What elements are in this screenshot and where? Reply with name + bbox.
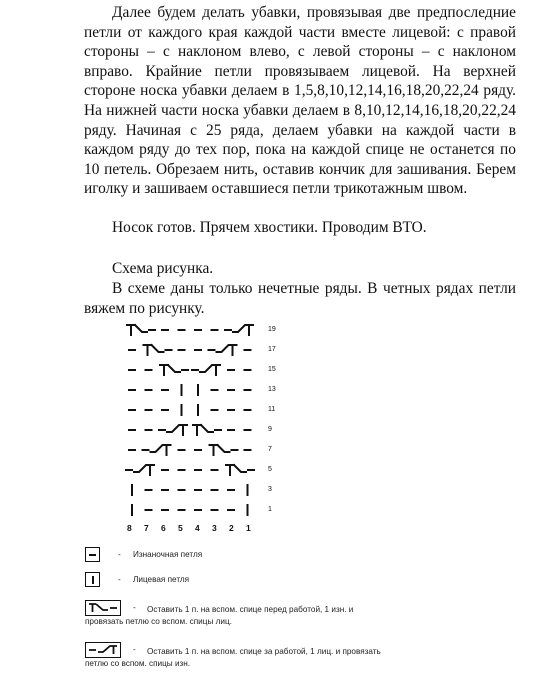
purl-symbol-icon — [85, 547, 100, 562]
legend-purl-sep: - — [118, 550, 121, 559]
cross-left-stitch — [159, 425, 187, 435]
legend-knit-text: Лицевая петля — [133, 575, 190, 584]
chart-column-label: 6 — [161, 523, 166, 533]
cross-left-stitch — [126, 465, 154, 475]
cross-right-stitch — [210, 445, 238, 455]
chart-column-label: 2 — [229, 523, 234, 533]
instructions-text: Далее будем делать убавки, провязывая две предпоследние петли от каждого края каждой части вместе лицевой: с правой стороны – с наклоном влево, с левой стороны – с наклоном вправо. Крайние петли провязываем лицевой. На верхней стороне носка убавки делаем в 1,5,8,10,12,14,16,18,20,22,24 ряду. На нижней части носка убавки делаем в 8,10,12,14,16,18,20,22,24 ряду. Начиная с 25 ряда, делаем убавки на каждой части в каждом ряду до тех пор, пока на каждой спице не останется по 10 петель. Обрезаем нить, оставив кончик для зашивания. Берем иголку и зашиваем оставшиеся петли трикотажным швом. — [84, 4, 516, 198]
schema-note-paragraph — [84, 279, 516, 318]
chart-row-label: 19 — [268, 326, 276, 333]
legend-cross-left-sep: - — [133, 645, 136, 654]
cross-right-stitch — [160, 365, 188, 375]
chart-column-label: 5 — [178, 523, 183, 533]
chart-row-label: 3 — [268, 486, 272, 493]
cross-right-stitch — [226, 465, 254, 475]
chart-column-label: 7 — [144, 523, 149, 533]
chart-row-label: 15 — [268, 366, 276, 373]
chart-row-label: 11 — [268, 406, 276, 413]
cross-left-stitch — [143, 445, 171, 455]
chart-row-label: 17 — [268, 346, 276, 353]
knitting-chart — [122, 318, 257, 518]
schema-title: Схема рисунка. — [112, 260, 214, 277]
cross-right-stitch — [144, 345, 172, 355]
schema-note-text: В схеме даны только нечетные ряды. В четных рядах петли вяжем по рисунку. — [84, 280, 516, 317]
chart-row-label: 9 — [268, 426, 272, 433]
chart-row-label: 7 — [268, 446, 272, 453]
chart-row-label: 5 — [268, 466, 272, 473]
cross-left-stitch — [192, 365, 220, 375]
chart-row-label: 13 — [268, 386, 276, 393]
chart-column-label: 8 — [127, 523, 132, 533]
legend-cross-right-text: Оставить 1 п. на вспом. спице перед работой, 1 изн. и провязать петлю со вспом. спицы лиц. — [85, 605, 354, 626]
instructions-paragraph — [84, 3, 516, 199]
chart-column-label: 1 — [246, 523, 251, 533]
cross-right-stitch — [127, 325, 155, 335]
cross-right-stitch — [193, 425, 221, 435]
chart-column-label: 4 — [195, 523, 200, 533]
finish-text: Носок готов. Прячем хвостики. Проводим ВТО. — [112, 219, 427, 236]
cross-left-stitch — [225, 325, 253, 335]
chart-row-label: 1 — [268, 506, 272, 513]
knit-symbol-icon — [85, 572, 100, 587]
finish-paragraph — [84, 218, 516, 238]
legend-purl-text: Изнаночная петля — [133, 550, 203, 559]
legend-cross-right-sep: - — [133, 603, 136, 612]
legend-cross-left-text: Оставить 1 п. на вспом. спице за работой, 1 лиц. и провязать петлю со вспом. спицы изн. — [85, 647, 381, 668]
cross-left-stitch — [209, 345, 237, 355]
chart-column-label: 3 — [212, 523, 217, 533]
legend-knit-sep: - — [118, 575, 121, 584]
